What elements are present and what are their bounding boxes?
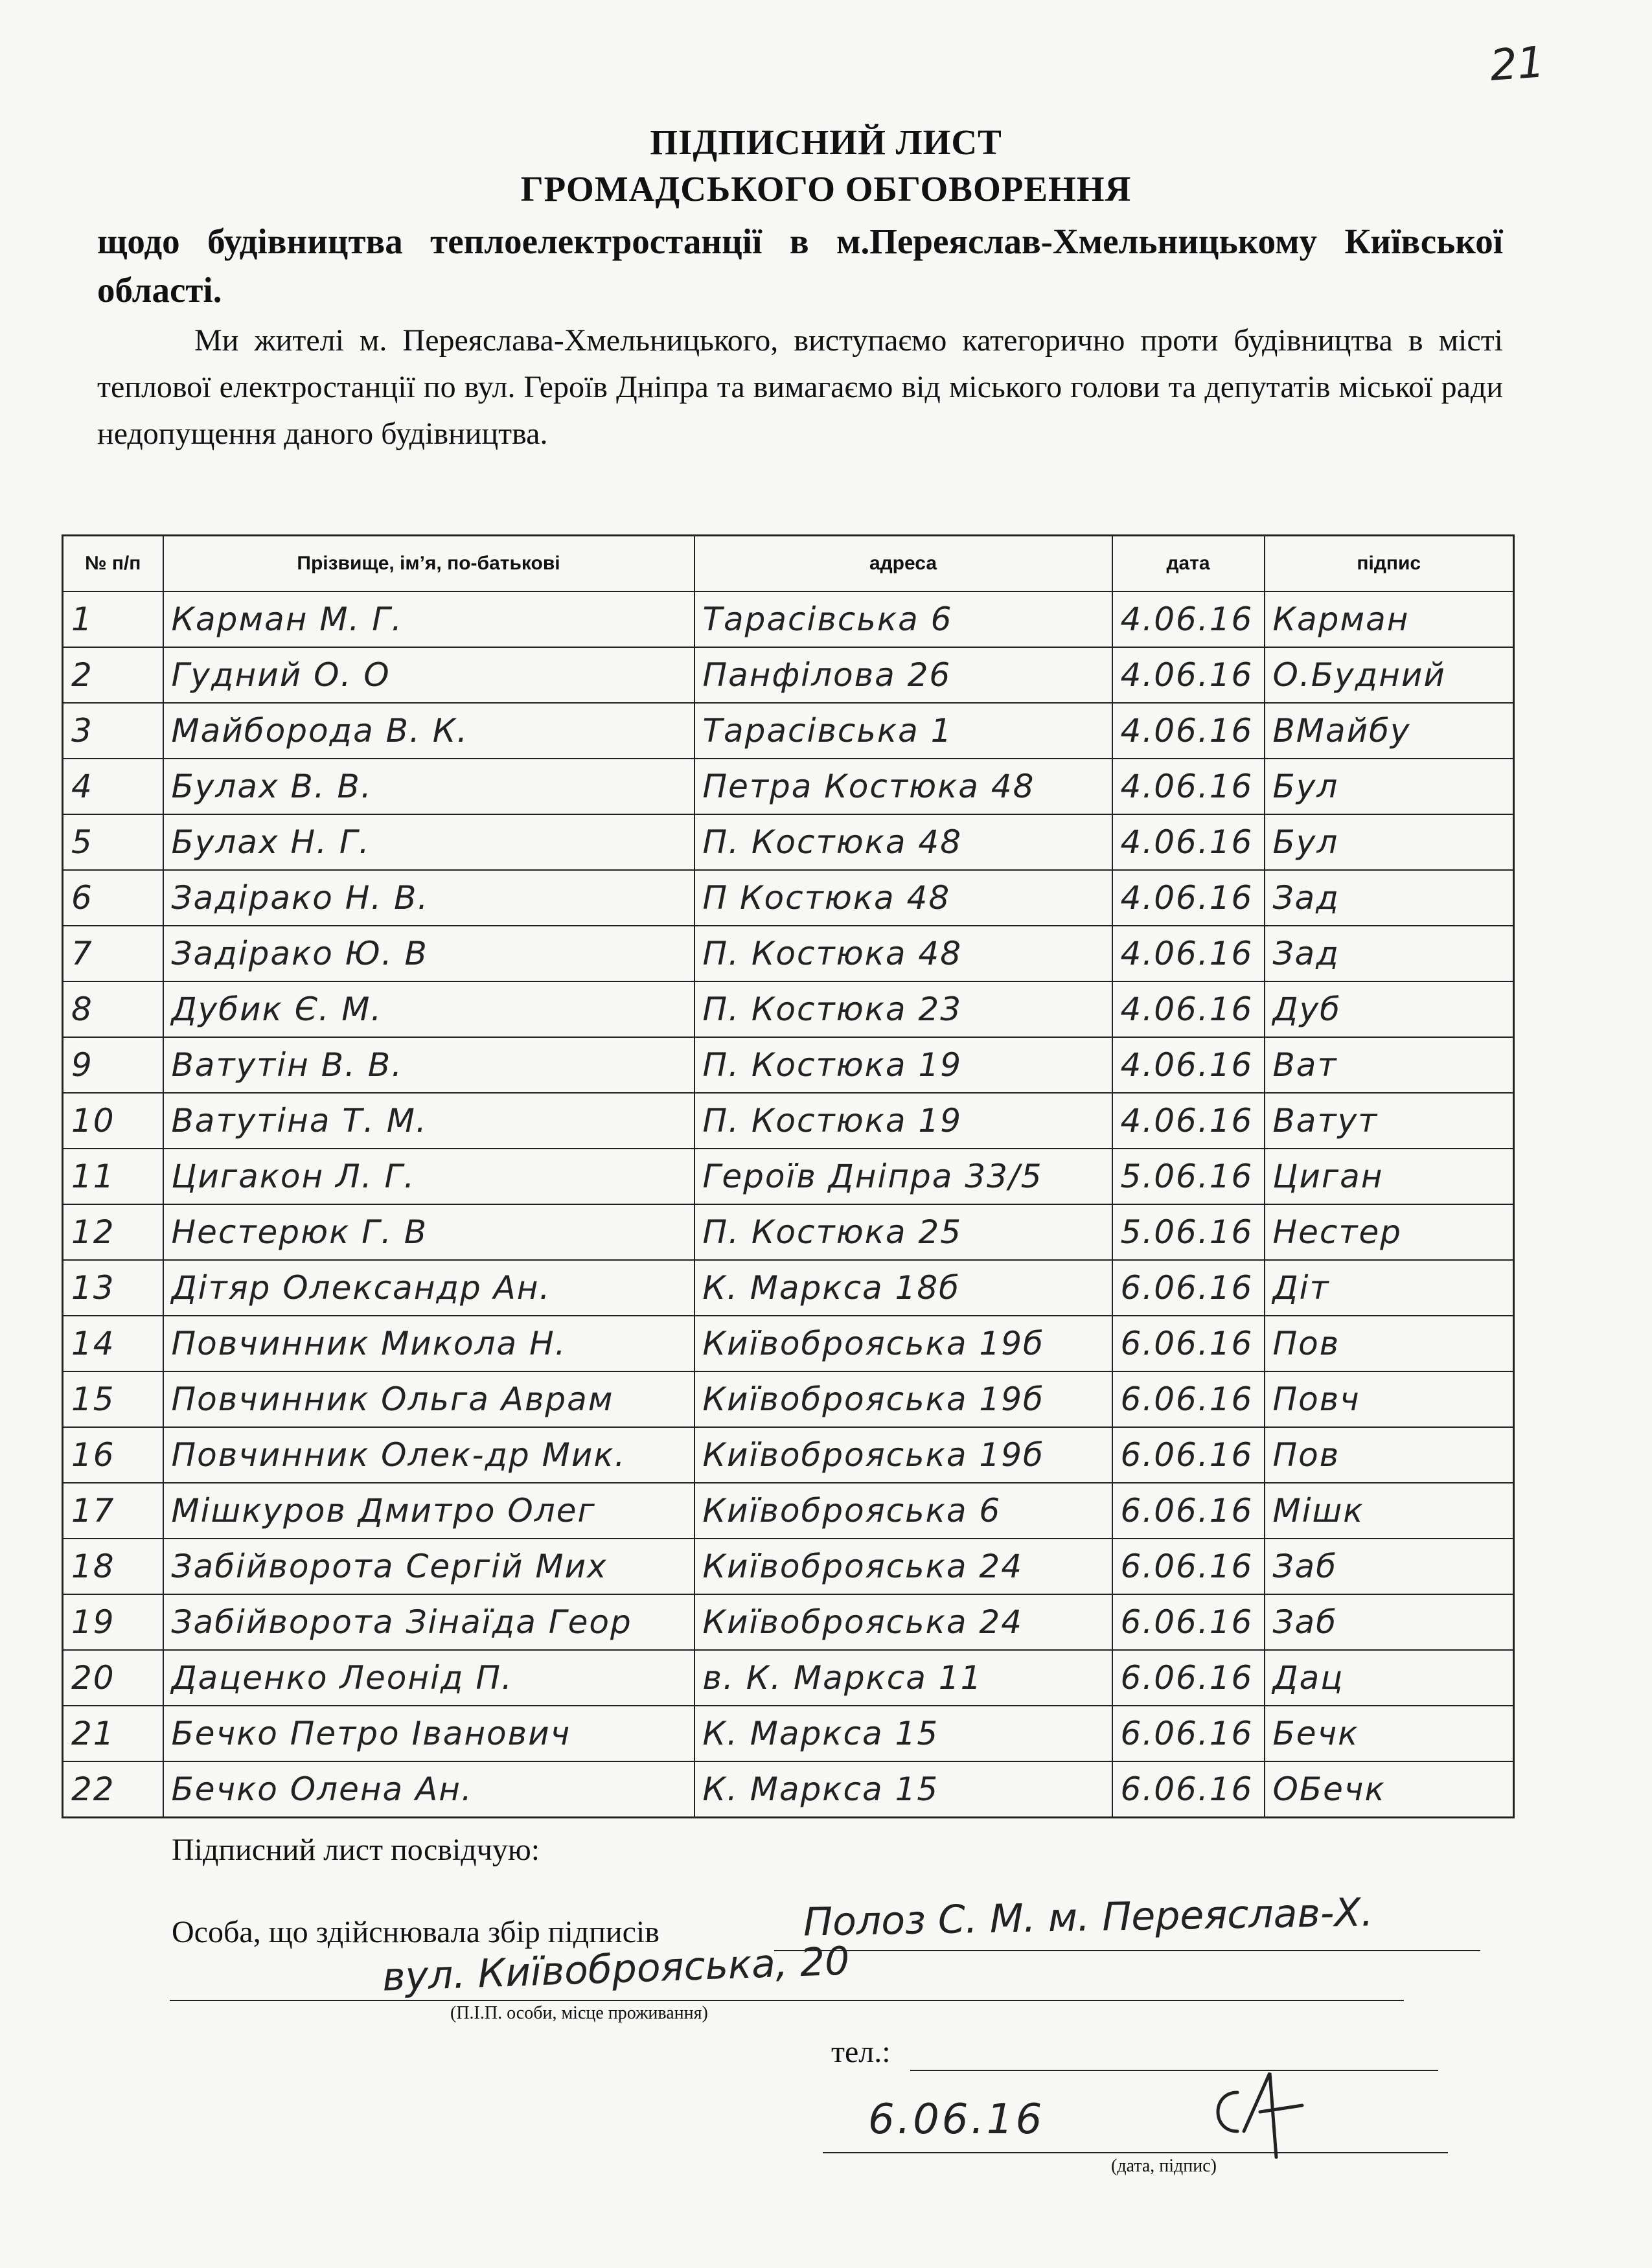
row-number: 16 <box>63 1427 163 1483</box>
table-row <box>63 1260 1514 1316</box>
row-name: Ватутіна Т. М. <box>163 1093 694 1149</box>
row-number: 19 <box>63 1594 163 1650</box>
collector-handwritten-address: вул. Київоброяська, 20 <box>381 1938 851 2000</box>
row-name: Дітяр Олександр Ан. <box>163 1260 694 1316</box>
row-name: Задірако Ю. В <box>163 926 694 981</box>
row-date: 4.06.16 <box>1112 647 1265 703</box>
page-number: 21 <box>1488 37 1546 91</box>
row-number: 2 <box>63 647 163 703</box>
table-row <box>63 1204 1514 1260</box>
row-date: 6.06.16 <box>1112 1427 1265 1483</box>
row-number: 21 <box>63 1706 163 1761</box>
row-number: 1 <box>63 591 163 647</box>
row-address: Київоброяська 19б <box>694 1427 1112 1483</box>
row-signature: Ватут <box>1265 1093 1514 1149</box>
table-row <box>63 1650 1514 1706</box>
row-name: Бечко Олена Ан. <box>163 1761 694 1818</box>
row-number: 18 <box>63 1539 163 1594</box>
row-date: 6.06.16 <box>1112 1316 1265 1371</box>
table-row <box>63 981 1514 1037</box>
row-date: 6.06.16 <box>1112 1260 1265 1316</box>
row-address: Тарасівська 6 <box>694 591 1112 647</box>
table-row <box>63 1706 1514 1761</box>
row-address: П. Костюка 19 <box>694 1037 1112 1093</box>
table-row <box>63 1427 1514 1483</box>
row-address: Київоброяська 19б <box>694 1371 1112 1427</box>
table-row <box>63 703 1514 759</box>
row-signature: Повч <box>1265 1371 1514 1427</box>
row-signature: Бул <box>1265 814 1514 870</box>
row-name: Повчинник Ольга Аврам <box>163 1371 694 1427</box>
row-address: Панфілова 26 <box>694 647 1112 703</box>
table-row <box>63 1761 1514 1818</box>
table-row <box>63 1149 1514 1204</box>
row-name: Задірако Н. В. <box>163 870 694 926</box>
tel-line <box>910 2070 1438 2071</box>
row-name: Бечко Петро Іванович <box>163 1706 694 1761</box>
row-name: Нестерюк Г. В <box>163 1204 694 1260</box>
table-row <box>63 1483 1514 1539</box>
row-signature: Циган <box>1265 1149 1514 1204</box>
signatures-table <box>62 534 1515 1818</box>
row-name: Гудний О. О <box>163 647 694 703</box>
collector-label: Особа, що здійснювала збір підписів <box>172 1915 660 1949</box>
row-number: 4 <box>63 759 163 814</box>
table-header-row <box>63 536 1514 592</box>
row-number: 14 <box>63 1316 163 1371</box>
collector-line-1 <box>774 1950 1480 1951</box>
row-number: 11 <box>63 1149 163 1204</box>
row-signature: Заб <box>1265 1594 1514 1650</box>
row-date: 4.06.16 <box>1112 591 1265 647</box>
row-address: в. К. Маркса 11 <box>694 1650 1112 1706</box>
row-name: Даценко Леонід П. <box>163 1650 694 1706</box>
row-address: Героїв Дніпра 33/5 <box>694 1149 1112 1204</box>
table-row <box>63 870 1514 926</box>
row-name: Карман М. Г. <box>163 591 694 647</box>
row-date: 6.06.16 <box>1112 1761 1265 1818</box>
row-address: Київоброяська 6 <box>694 1483 1112 1539</box>
row-signature: Бечк <box>1265 1706 1514 1761</box>
row-date: 4.06.16 <box>1112 1037 1265 1093</box>
row-signature: Заб <box>1265 1539 1514 1594</box>
row-signature: Дац <box>1265 1650 1514 1706</box>
collector-caption: (П.І.П. особи, місце проживання) <box>450 2003 708 2023</box>
row-date: 4.06.16 <box>1112 981 1265 1037</box>
row-date: 6.06.16 <box>1112 1539 1265 1594</box>
row-date: 6.06.16 <box>1112 1483 1265 1539</box>
collector-signature-mark <box>1199 2067 1328 2164</box>
row-name: Мішкуров Дмитро Олег <box>163 1483 694 1539</box>
row-address: П. Костюка 25 <box>694 1204 1112 1260</box>
row-number: 10 <box>63 1093 163 1149</box>
row-address: К. Маркса 15 <box>694 1761 1112 1818</box>
row-signature: О.Будний <box>1265 647 1514 703</box>
document-title-line-2: ГРОМАДСЬКОГО ОБГОВОРЕННЯ <box>520 169 1132 209</box>
row-name: Цигакон Л. Г. <box>163 1149 694 1204</box>
row-name: Повчинник Микола Н. <box>163 1316 694 1371</box>
row-name: Забійворота Сергій Мих <box>163 1539 694 1594</box>
header-number: № п/п <box>63 536 163 592</box>
row-name: Повчинник Олек-др Мик. <box>163 1427 694 1483</box>
row-signature: Карман <box>1265 591 1514 647</box>
row-address: К. Маркса 15 <box>694 1706 1112 1761</box>
table-row <box>63 1037 1514 1093</box>
row-address: Тарасівська 1 <box>694 703 1112 759</box>
table-row <box>63 1093 1514 1149</box>
table-row <box>63 1594 1514 1650</box>
row-signature: Пов <box>1265 1316 1514 1371</box>
row-number: 17 <box>63 1483 163 1539</box>
row-number: 12 <box>63 1204 163 1260</box>
row-signature: Ват <box>1265 1037 1514 1093</box>
row-name: Ватутін В. В. <box>163 1037 694 1093</box>
row-signature: Зад <box>1265 870 1514 926</box>
header-signature: підпис <box>1265 536 1514 592</box>
row-address: Київоброяська 24 <box>694 1539 1112 1594</box>
petition-text: Ми жителі м. Переяслава-Хмельницького, виступаємо категорично проти будівництва в місті теплової електростанції по вул. Героїв Дніпра та вимагаємо від міського голови та депутатів міської ради недопущення даного будівництва. <box>97 323 1503 451</box>
row-signature: Нестер <box>1265 1204 1514 1260</box>
row-address: П. Костюка 48 <box>694 814 1112 870</box>
table-row <box>63 926 1514 981</box>
row-address: П. Костюка 19 <box>694 1093 1112 1149</box>
row-signature: Діт <box>1265 1260 1514 1316</box>
header-name: Прізвище, ім’я, по-батькові <box>163 536 694 592</box>
date-caption: (дата, підпис) <box>1111 2156 1217 2176</box>
row-number: 9 <box>63 1037 163 1093</box>
row-signature: ОБечк <box>1265 1761 1514 1818</box>
row-date: 6.06.16 <box>1112 1594 1265 1650</box>
row-date: 5.06.16 <box>1112 1204 1265 1260</box>
table-row <box>63 1539 1514 1594</box>
row-date: 4.06.16 <box>1112 703 1265 759</box>
table-row <box>63 647 1514 703</box>
header-date: дата <box>1112 536 1265 592</box>
collector-line-2 <box>170 2000 1404 2001</box>
certification-date: 6.06.16 <box>868 2096 1045 2144</box>
tel-label: тел.: <box>831 2035 891 2069</box>
row-number: 3 <box>63 703 163 759</box>
row-number: 7 <box>63 926 163 981</box>
row-number: 5 <box>63 814 163 870</box>
row-address: П. Костюка 23 <box>694 981 1112 1037</box>
row-number: 15 <box>63 1371 163 1427</box>
row-address: П Костюка 48 <box>694 870 1112 926</box>
row-name: Булах В. В. <box>163 759 694 814</box>
row-name: Забійворота Зінаїда Геор <box>163 1594 694 1650</box>
row-date: 4.06.16 <box>1112 814 1265 870</box>
document-title-line-1: ПІДПИСНИЙ ЛИСТ <box>650 122 1002 162</box>
row-signature: Пов <box>1265 1427 1514 1483</box>
row-address: Петра Костюка 48 <box>694 759 1112 814</box>
row-date: 6.06.16 <box>1112 1650 1265 1706</box>
row-number: 8 <box>63 981 163 1037</box>
date-line <box>823 2152 1448 2153</box>
row-signature: Дуб <box>1265 981 1514 1037</box>
table-row <box>63 1316 1514 1371</box>
table-row <box>63 1371 1514 1427</box>
row-address: Київоброяська 19б <box>694 1316 1112 1371</box>
document-subject: щодо будівництва теплоелектростанції в м.Переяслав-Хмельницькому Київської області. <box>97 222 1503 310</box>
row-number: 13 <box>63 1260 163 1316</box>
row-name: Булах Н. Г. <box>163 814 694 870</box>
row-date: 6.06.16 <box>1112 1706 1265 1761</box>
row-name: Майборода В. К. <box>163 703 694 759</box>
header-address: адреса <box>694 536 1112 592</box>
row-date: 6.06.16 <box>1112 1371 1265 1427</box>
table-row <box>63 814 1514 870</box>
table-row <box>63 591 1514 647</box>
row-date: 5.06.16 <box>1112 1149 1265 1204</box>
row-signature: ВМайбу <box>1265 703 1514 759</box>
row-number: 20 <box>63 1650 163 1706</box>
row-number: 22 <box>63 1761 163 1818</box>
row-name: Дубик Є. М. <box>163 981 694 1037</box>
row-number: 6 <box>63 870 163 926</box>
row-signature: Мішк <box>1265 1483 1514 1539</box>
row-address: П. Костюка 48 <box>694 926 1112 981</box>
row-date: 4.06.16 <box>1112 1093 1265 1149</box>
row-signature: Бул <box>1265 759 1514 814</box>
row-date: 4.06.16 <box>1112 759 1265 814</box>
certification-title: Підписний лист посвідчую: <box>172 1833 540 1867</box>
row-date: 4.06.16 <box>1112 870 1265 926</box>
row-address: Київоброяська 24 <box>694 1594 1112 1650</box>
collector-handwritten-name: Полоз С. М. м. Переяслав-Х. <box>803 1890 1374 1945</box>
table-row <box>63 759 1514 814</box>
row-signature: Зад <box>1265 926 1514 981</box>
row-address: К. Маркса 18б <box>694 1260 1112 1316</box>
row-date: 4.06.16 <box>1112 926 1265 981</box>
